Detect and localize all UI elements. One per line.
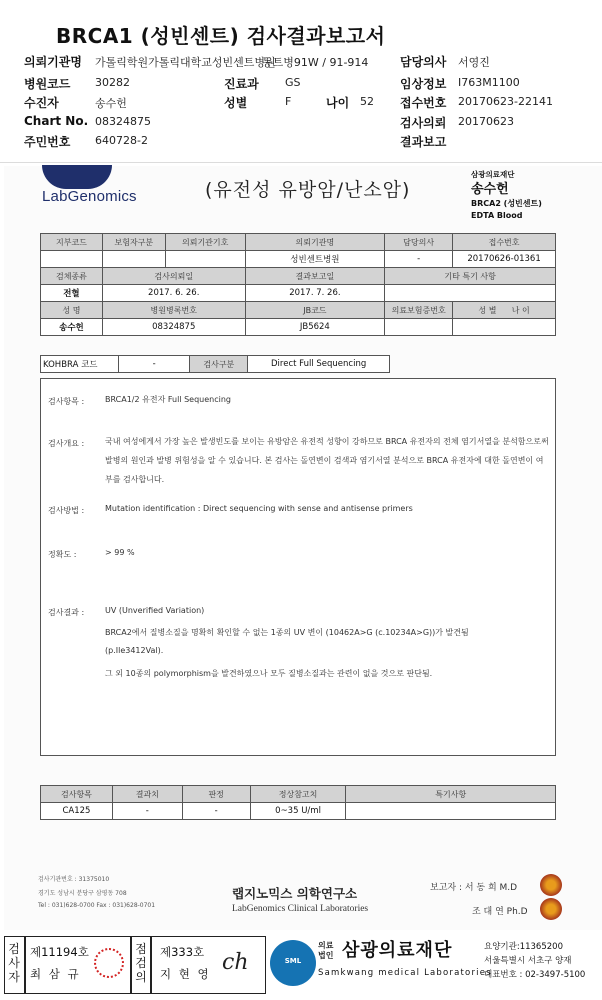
ward-value: 동트병91W / 91-914 bbox=[262, 56, 369, 69]
table-row bbox=[41, 786, 556, 803]
sml-logo-text: SML bbox=[284, 957, 302, 965]
sml-logo-icon bbox=[270, 940, 316, 986]
clinical-info-value: I763M1100 bbox=[458, 76, 520, 89]
table-header-cell: 결과보고일 bbox=[245, 268, 385, 285]
stamp-divider bbox=[150, 936, 152, 994]
stamp-divider bbox=[130, 936, 132, 994]
chart-label: Chart No. bbox=[24, 114, 89, 128]
header-row-resident bbox=[0, 133, 602, 151]
test-item-label: 검사항목 : bbox=[48, 397, 85, 406]
kohbra-label: KOHBRA 코드 bbox=[41, 356, 119, 373]
examiner-name: 최 삼 규 bbox=[30, 967, 81, 981]
result-heading: UV (Unverified Variation) bbox=[105, 606, 205, 615]
doctor-label: 담당의사 bbox=[400, 55, 447, 69]
table-header-cell: 지부코드 bbox=[41, 234, 103, 251]
table-row bbox=[41, 285, 556, 302]
clinical-info-label: 임상정보 bbox=[400, 77, 447, 91]
table-header-cell: 기타 특기 사항 bbox=[385, 268, 556, 285]
result-finding: BRCA2에서 질병소질을 명확히 확인할 수 없는 1종의 UV 변이 (10462A>G (c.10234A>G))가 발견됨 (p.Ile3412Val). bbox=[105, 628, 469, 655]
seal-icon bbox=[540, 874, 562, 896]
sex-value: F bbox=[285, 95, 292, 108]
table-header-cell: 정상참고치 bbox=[250, 786, 346, 803]
lab-name-korean: 랩지노믹스 의학연구소 bbox=[232, 886, 358, 901]
hospital-code-label: 병원코드 bbox=[24, 77, 71, 91]
sex-header: 성 별 bbox=[478, 305, 497, 315]
doctor-value: 서영진 bbox=[458, 56, 490, 69]
patient-specimen: EDTA Blood bbox=[471, 211, 523, 220]
result-label: 검사결과 : bbox=[48, 608, 85, 617]
sml-phone: 대표번호 : 02-3497-5100 bbox=[484, 970, 586, 980]
table-cell: 2017. 7. 26. bbox=[245, 285, 385, 302]
table-cell: - bbox=[182, 803, 250, 820]
department-value: GS bbox=[285, 76, 301, 89]
table-cell bbox=[453, 319, 556, 336]
sml-code: 요양기관:11365200 bbox=[484, 942, 563, 952]
reporter-1: 보고자 : 서 동 희 M.D bbox=[430, 883, 518, 893]
table-cell bbox=[385, 319, 453, 336]
table-row bbox=[41, 319, 556, 336]
table-cell: - bbox=[112, 803, 182, 820]
sml-address: 서울특별시 서초구 양재 bbox=[484, 956, 572, 966]
table-cell: 0~35 U/ml bbox=[250, 803, 346, 820]
table-header-cell: 접수번호 bbox=[453, 234, 556, 251]
patient-test: BRCA2 (성빈센트) bbox=[471, 199, 542, 208]
document-title: (유전성 유방암/난소암) bbox=[205, 179, 411, 201]
patient-name: 송수헌 bbox=[471, 182, 509, 197]
table-row bbox=[41, 234, 556, 251]
table-row bbox=[41, 251, 556, 268]
table-header-cell: 보험자구분 bbox=[102, 234, 165, 251]
method-label: 검사방법 : bbox=[48, 506, 85, 515]
sml-legal-type bbox=[318, 941, 333, 961]
department-label: 진료과 bbox=[224, 77, 259, 91]
table-cell bbox=[346, 803, 556, 820]
age-label: 나이 bbox=[326, 96, 350, 110]
table-cell bbox=[102, 251, 165, 268]
overview-value: 국내 여성에게서 가장 높은 발생빈도를 보이는 유방암은 유전적 성향이 강하므로 BRCA 유전자의 전체 염기서열을 분석함으로써 발병의 원인과 발병 위험성을 알 수 있습니다. 본 검사는 돌연변이 검색과 염기서열 분석으로 BRCA 유전자에 대한 돌연변이 여부를 검사합니다. bbox=[105, 437, 549, 484]
table-row bbox=[41, 356, 390, 373]
table-header-cell: 담당의사 bbox=[385, 234, 453, 251]
confirmer-name: 지 현 영 bbox=[160, 967, 211, 981]
method-value: Mutation identification : Direct sequencing with sense and antisense primers bbox=[105, 504, 413, 513]
examiner-seal-icon bbox=[94, 948, 124, 978]
report-label: 결과보고 bbox=[400, 135, 447, 149]
table-cell bbox=[385, 285, 556, 302]
request-label: 검사의뢰 bbox=[400, 116, 447, 130]
receipt-label: 접수번호 bbox=[400, 96, 447, 110]
overview-label: 검사개요 : bbox=[48, 439, 85, 448]
table-cell bbox=[41, 251, 103, 268]
stamp-divider bbox=[24, 936, 26, 994]
table-header-cell: 의료보험증번호 bbox=[385, 302, 453, 319]
test-type-value: Direct Full Sequencing bbox=[248, 356, 390, 373]
patient-label-box bbox=[471, 169, 542, 222]
age-value: 52 bbox=[360, 95, 374, 108]
reporter-2: 조 대 연 Ph.D bbox=[472, 907, 528, 917]
table-header-cell: 의뢰기관명 bbox=[245, 234, 385, 251]
sml-sub-top: 의료 bbox=[318, 941, 334, 950]
table-header-cell: 성 명 bbox=[41, 302, 103, 319]
request-value: 20170623 bbox=[458, 115, 514, 128]
table-header-cell: 병원병록번호 bbox=[102, 302, 245, 319]
sml-name: 삼광의료재단 bbox=[342, 940, 453, 961]
receipt-value: 20170623-22141 bbox=[458, 95, 553, 108]
table-cell: CA125 bbox=[41, 803, 113, 820]
table-header-cell: 검체종류 bbox=[41, 268, 103, 285]
resident-label: 주민번호 bbox=[24, 135, 71, 149]
lab-address: 경기도 성남시 분당구 삼평동 708 bbox=[38, 890, 127, 897]
table-row bbox=[41, 302, 556, 319]
accuracy-value: > 99 % bbox=[105, 548, 135, 557]
confirmer-number: 제333호 bbox=[160, 945, 205, 959]
patient-foundation: 삼광의료재단 bbox=[471, 170, 515, 179]
table-header-cell bbox=[453, 302, 556, 319]
sml-sub-bottom: 법인 bbox=[318, 951, 334, 960]
examinee-label: 수진자 bbox=[24, 96, 59, 110]
table-header-cell: 검사항목 bbox=[41, 786, 113, 803]
resident-value: 640728-2 bbox=[95, 134, 148, 147]
lab-license: 검사기관번호 : 31375010 bbox=[38, 876, 110, 883]
table-row bbox=[41, 268, 556, 285]
table-header-cell: 특기사항 bbox=[346, 786, 556, 803]
test-item-value: BRCA1/2 유전자 Full Sequencing bbox=[105, 395, 231, 404]
kohbra-table bbox=[40, 355, 390, 373]
table-header-cell: 판정 bbox=[182, 786, 250, 803]
lab-name-english: LabGenomics Clinical Laboratories bbox=[232, 904, 369, 914]
examinee-value: 송수헌 bbox=[95, 97, 127, 110]
examiner-number: 제11194호 bbox=[30, 945, 89, 959]
table-header-cell: 검사의뢰일 bbox=[102, 268, 245, 285]
header-row-hospital bbox=[0, 75, 602, 93]
table-cell: 송수헌 bbox=[41, 319, 103, 336]
confirmer-signature: ch bbox=[222, 950, 249, 975]
hospital-code-value: 30282 bbox=[95, 76, 130, 89]
order-info-table bbox=[40, 233, 556, 336]
accuracy-label: 정확도 : bbox=[48, 550, 77, 559]
table-cell bbox=[165, 251, 245, 268]
table-row bbox=[41, 803, 556, 820]
lab-phone: Tel : 031)628-0700 Fax : 031)628-0701 bbox=[38, 902, 156, 909]
age-header: 나 이 bbox=[511, 305, 530, 315]
table-cell: - bbox=[385, 251, 453, 268]
table-header-cell: JB코드 bbox=[245, 302, 385, 319]
table-cell: 2017. 6. 26. bbox=[102, 285, 245, 302]
result-polymorphism: 그 외 10종의 polymorphism을 발견하였으나 모두 질병소질과는 관련이 없을 것으로 판단됨. bbox=[105, 669, 433, 678]
report-header bbox=[0, 0, 602, 163]
additional-test-table bbox=[40, 785, 556, 820]
kohbra-value: - bbox=[118, 356, 190, 373]
seal-icon bbox=[540, 898, 562, 920]
confirmer-label: 점검의 bbox=[135, 942, 147, 984]
sex-label: 성별 bbox=[224, 96, 248, 110]
report-title: BRCA1 (성빈센트) 검사결과보고서 bbox=[56, 24, 386, 48]
table-cell: 성빈센트병원 bbox=[245, 251, 385, 268]
labgenomics-logo-text: LabGenomics bbox=[42, 188, 137, 205]
header-row-institution bbox=[0, 53, 602, 71]
chart-value: 08324875 bbox=[95, 115, 151, 128]
institution-value: 가톨릭학원가톨릭대학교성빈센트병원 bbox=[95, 56, 276, 69]
header-row-examinee bbox=[0, 94, 602, 112]
header-row-chart bbox=[0, 114, 602, 132]
sml-english-name: Samkwang medical Laboratories bbox=[318, 968, 492, 978]
examiner-label: 검사자 bbox=[8, 942, 20, 984]
table-cell: JB5624 bbox=[245, 319, 385, 336]
institution-label: 의뢰기관명 bbox=[24, 55, 82, 69]
table-cell: 20170626-01361 bbox=[453, 251, 556, 268]
table-cell: 전혈 bbox=[41, 285, 103, 302]
table-header-cell: 결과치 bbox=[112, 786, 182, 803]
table-cell: 08324875 bbox=[102, 319, 245, 336]
table-header-cell: 의뢰기관기호 bbox=[165, 234, 245, 251]
test-type-label: 검사구분 bbox=[190, 356, 248, 373]
